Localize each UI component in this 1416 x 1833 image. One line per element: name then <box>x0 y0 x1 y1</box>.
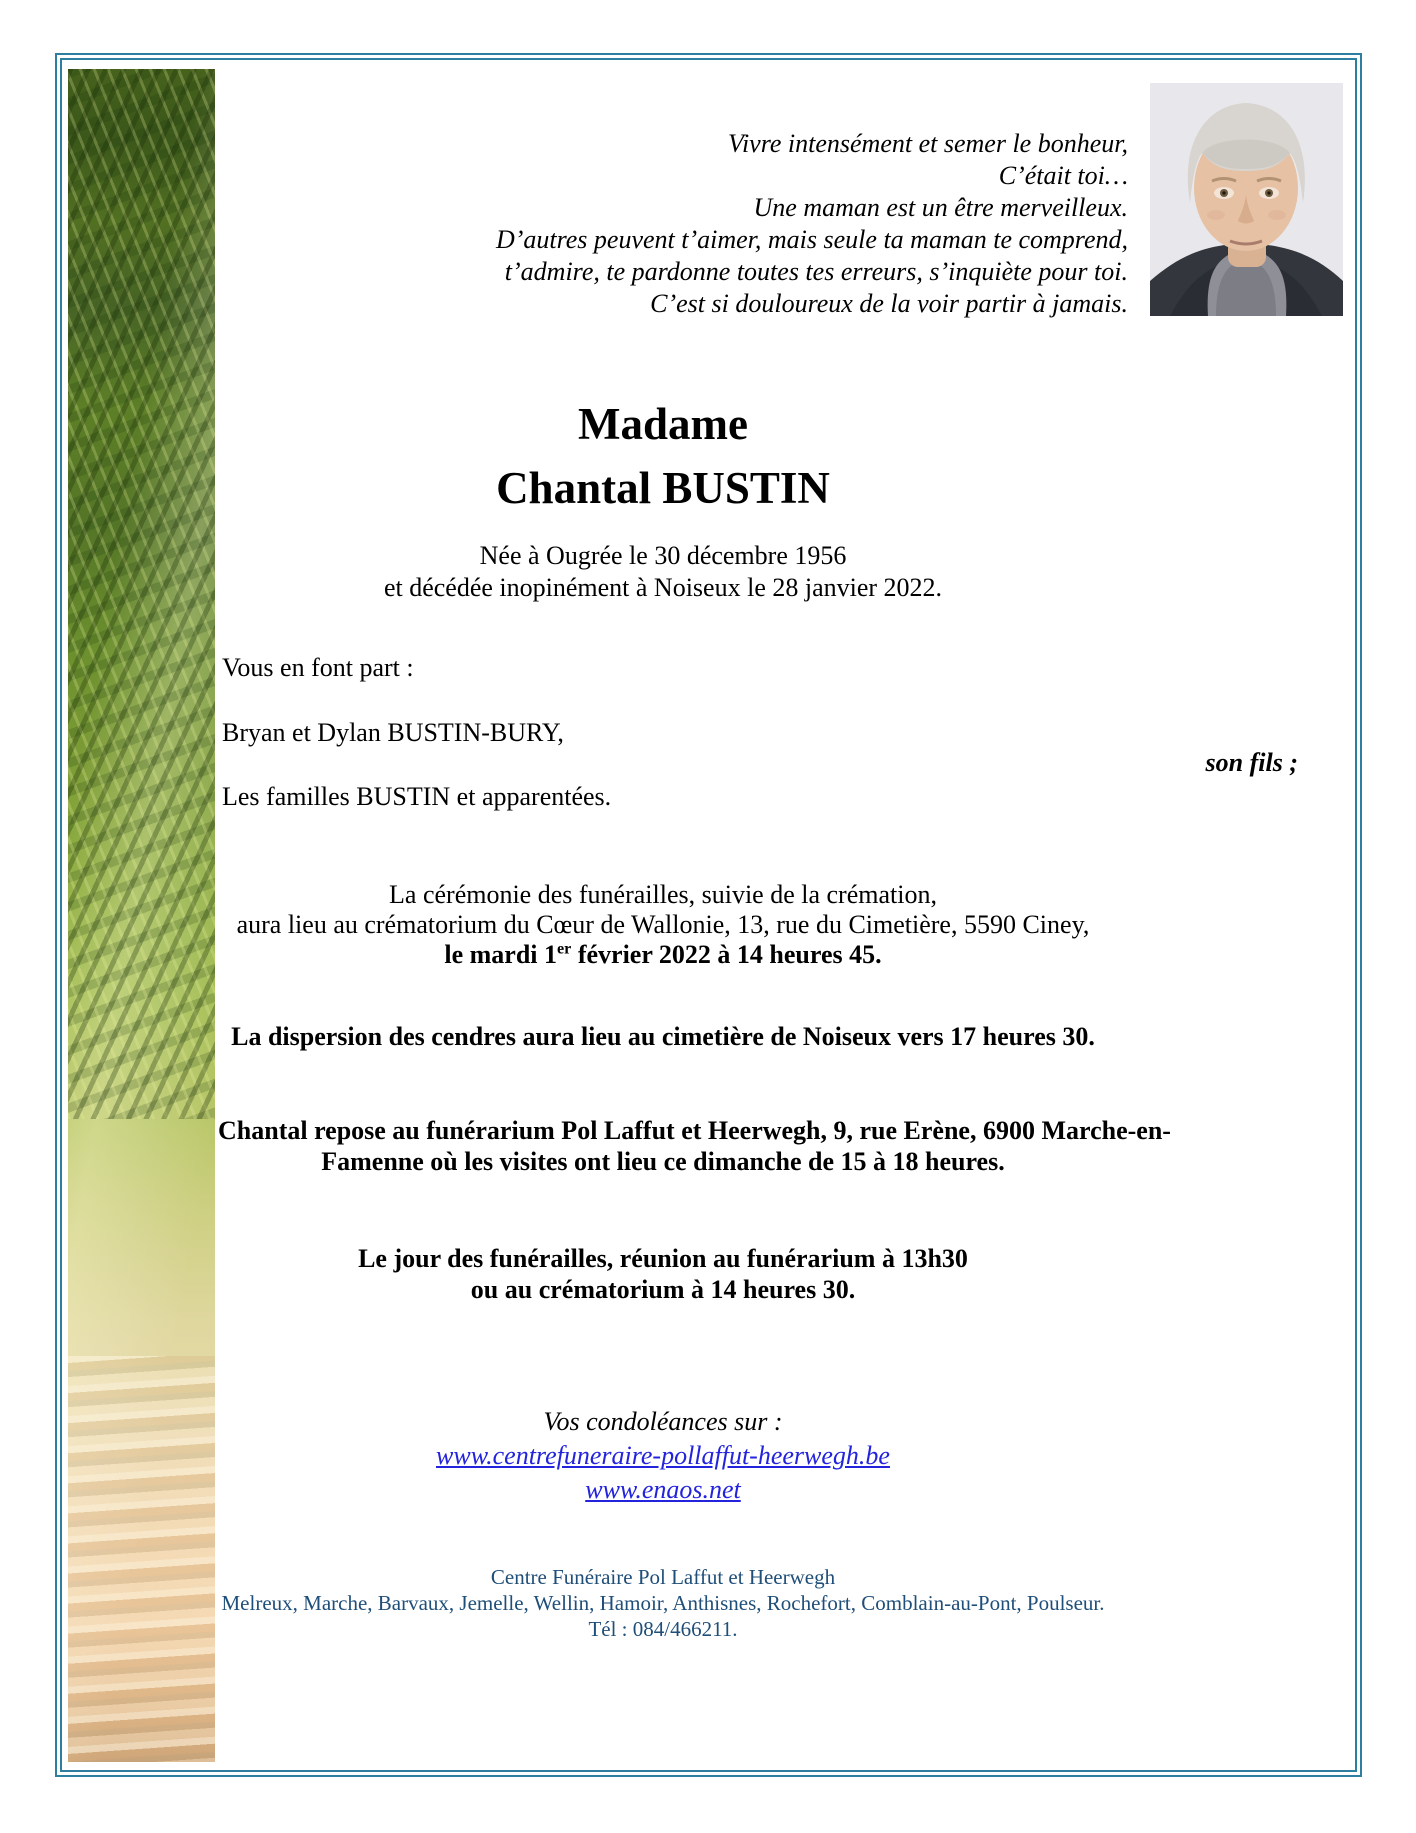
poem-line: t’admire, te pardonne toutes tes erreurs, s’inquiète pour toi. <box>504 257 1128 286</box>
condolences-link-enaos[interactable]: www.enaos.net <box>585 1475 741 1504</box>
funeral-home-phone: Tél : 084/466211. <box>588 1617 738 1641</box>
memorial-poem <box>496 128 1128 320</box>
repose-details <box>218 1115 1171 1177</box>
poem-line: D’autres peuvent t’aimer, mais seule ta maman te comprend, <box>495 225 1128 254</box>
salutation: Madame <box>578 399 748 449</box>
family-intro: Vous en font part : <box>222 653 414 682</box>
ordinal-superscript: er <box>557 940 572 958</box>
ashes-dispersion-line: La dispersion des cendres aura lieu au cimetière de Noiseux vers 17 heures 30. <box>231 1022 1095 1051</box>
repose-line-2: Famenne où les visites ont lieu ce dimanche de 15 à 18 heures. <box>321 1147 1005 1176</box>
son-relation: son fils ; <box>1205 748 1298 777</box>
funeral-home-name: Centre Funéraire Pol Laffut et Heerwegh <box>490 1565 836 1589</box>
son-names: Bryan et Dylan BUSTIN-BURY, <box>222 718 564 747</box>
condolences-link-funeraire[interactable]: www.centrefuneraire-pollaffut-heerwegh.be <box>436 1441 890 1470</box>
death-line: et décédée inopinément à Noiseux le 28 janvier 2022. <box>383 573 943 602</box>
life-dates <box>218 540 1108 604</box>
condolences-intro: Vos condoléances sur : <box>543 1407 783 1436</box>
ceremony-date-line: le mardi 1er février 2022 à 14 heures 45. <box>444 940 882 969</box>
funeral-day-line-1: Le jour des funérailles, réunion au funérarium à 13h30 <box>358 1244 968 1273</box>
funeral-day-details <box>218 1243 1108 1305</box>
deceased-title <box>218 392 1108 520</box>
repose-line-1: Chantal repose au funérarium Pol Laffut et Heerwegh, 9, rue Erène, 6900 Marche-en- <box>218 1116 1171 1145</box>
deceased-name: Chantal BUSTIN <box>496 463 830 513</box>
funeral-day-line-2: ou au crématorium à 14 heures 30. <box>470 1275 856 1304</box>
poem-line: Vivre intensément et semer le bonheur, <box>728 129 1128 158</box>
ceremony-line-2: aura lieu au crématorium du Cœur de Wallonie, 13, rue du Cimetière, 5590 Ciney, <box>236 910 1090 939</box>
funeral-home-footer <box>218 1564 1108 1642</box>
portrait-photo-drawing <box>1150 83 1343 316</box>
portrait-photo <box>1150 83 1343 316</box>
funeral-home-locations: Melreux, Marche, Barvaux, Jemelle, Wellin, Hamoir, Anthisnes, Rochefort, Comblain-au-Pont, Poulseur. <box>221 1591 1105 1615</box>
families-line: Les familles BUSTIN et apparentées. <box>222 782 612 811</box>
poem-line: C’était toi… <box>998 161 1128 190</box>
poem-line: C’est si douloureux de la voir partir à jamais. <box>650 289 1128 318</box>
ceremony-details <box>218 880 1108 970</box>
forest-path-photo-strip <box>68 69 215 1762</box>
birth-line: Née à Ougrée le 30 décembre 1956 <box>479 541 847 570</box>
condolences-section <box>218 1405 1108 1507</box>
ceremony-line-1: La cérémonie des funérailles, suivie de la crémation, <box>389 880 937 909</box>
poem-line: Une maman est un être merveilleux. <box>753 193 1128 222</box>
